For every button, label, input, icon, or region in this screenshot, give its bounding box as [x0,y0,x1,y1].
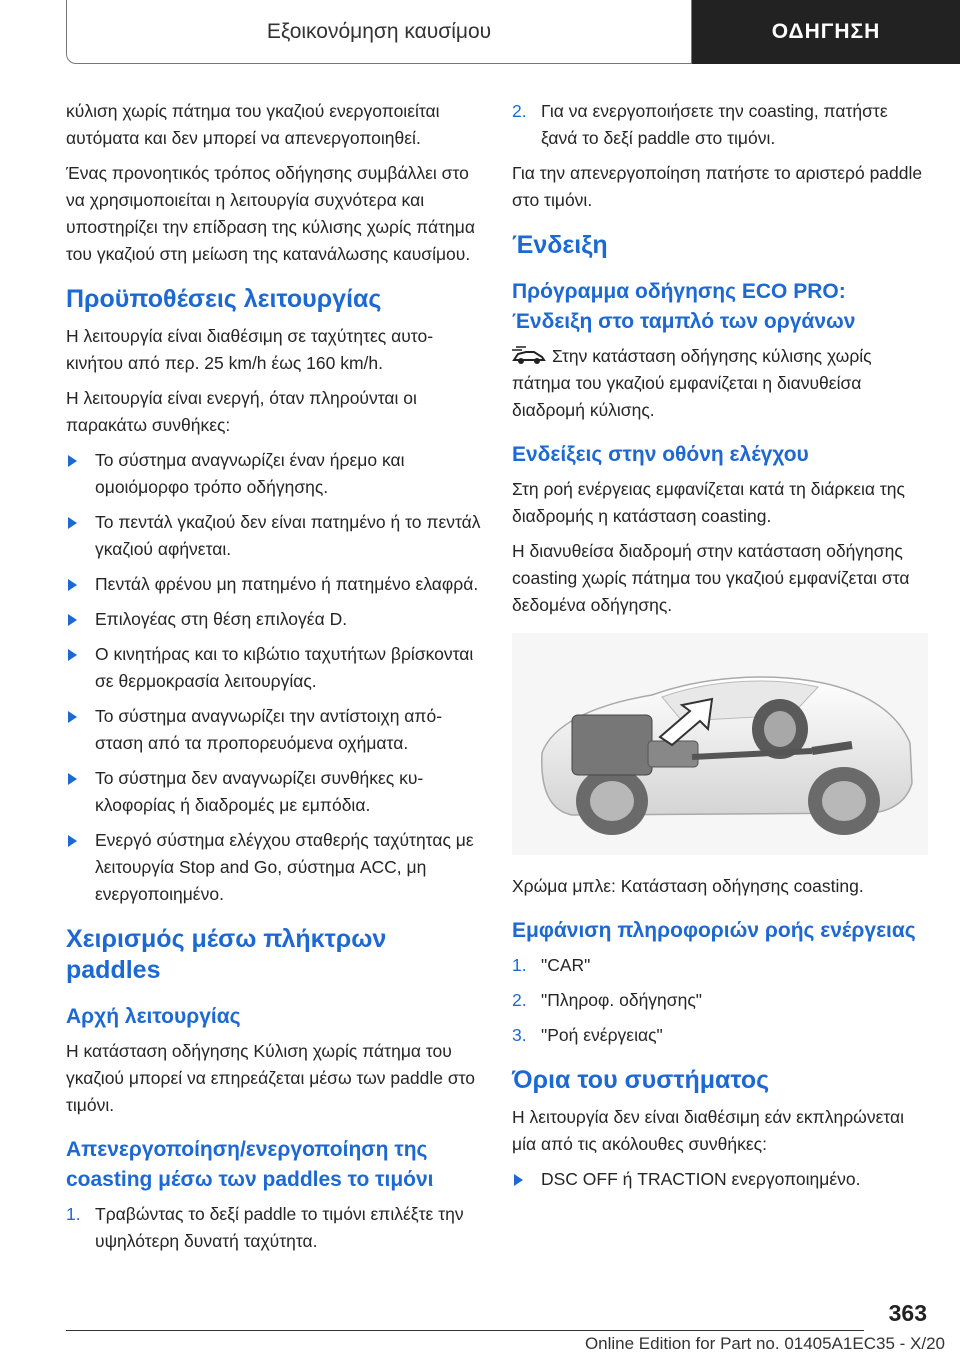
triangle-bullet-icon [68,579,77,591]
page-number: 363 [888,1300,927,1326]
list-item: DSC OFF ή TRACTION ενεργοποιημένο. [512,1166,927,1193]
triangle-bullet-icon [514,1174,523,1186]
chapter-title: ΟΔΗΓΗΣΗ [692,0,960,64]
triangle-bullet-icon [68,835,77,847]
conditions-list [66,447,481,908]
list-item: 1. "CAR" [512,955,591,975]
paragraph: Η λειτουργία είναι ενεργή, όταν πληρούνται οι παρακάτω συνθήκες: [66,388,417,435]
footer-edition: Online Edition for Part no. 01405A1EC35 - X/20 [584,1334,945,1353]
list-item: Ο κινητήρας και το κιβώτιο ταχυτήτων βρίσκονται σε θερμοκρασία λειτουργίας. [66,641,481,695]
list-item: Ενεργό σύστημα ελέγχου σταθερής ταχύτητας με λειτουργία Stop and Go, σύστημα ACC, μη ενεργοποιημένο. [66,827,481,908]
triangle-bullet-icon [68,517,77,529]
list-item: 3. "Ροή ενέργειας" [512,1025,663,1045]
paragraph: Η λειτουργία είναι διαθέσιμη σε ταχύτητες αυτοκινήτου από περ. 25 km/h έως 160 km/h. [66,326,434,373]
paragraph: Στη ροή ενέργειας εμφανίζεται κατά τη διάρκεια της διαδρομής η κατάσταση coasting. [512,479,905,526]
image-caption: Χρώμα μπλε: Κατάσταση οδήγησης coasting. [512,876,864,896]
triangle-bullet-icon [68,773,77,785]
heading-display: Ένδειξη [512,231,608,259]
footer-divider [66,1330,864,1331]
paragraph: κύλιση χωρίς πάτημα του γκαζιού ενεργοποιείται αυτόματα και δεν μπορεί να απενεργοποιηθεί. [66,101,440,148]
steps-list [66,1201,481,1255]
steps-list [512,98,927,152]
list-item: Το σύστημα δεν αναγνωρίζει συνθήκες κυκλοφορίας ή διαδρομές με εμπόδια. [66,765,481,819]
left-column [66,98,481,1263]
paragraph: Η λειτουργία δεν είναι διαθέσιμη εάν εκπληρώνεται μία από τις ακόλουθες συνθήκες: [512,1107,905,1154]
list-item: Επιλογέας στη θέση επιλογέα D. [66,606,481,633]
heading-system-limits: Όρια του συστήματος [512,1066,770,1094]
paragraph: Στην κατάσταση οδήγησης κύλισης χωρίς πάτημα του γκαζιού εμφανίζεται η διανυθείσα διαδρομή κύλισης. [512,346,872,420]
triangle-bullet-icon [68,711,77,723]
menu-path-list [512,952,927,1049]
paragraph: Για την απενεργοποίηση πατήστε το αριστερό paddle στο τιμόνι. [512,163,923,210]
heading-prerequisites: Προϋποθέσεις λειτουργίας [66,285,382,313]
triangle-bullet-icon [68,455,77,467]
paragraph: Η διανυθείσα διαδρομή στην κατάσταση οδήγησης coasting χωρίς πάτημα του γκαζιού εμφανίζεται στα δεδομένα οδήγησης. [512,541,910,615]
coasting-car-icon [512,346,546,366]
triangle-bullet-icon [68,649,77,661]
list-item: 1. Τραβώντας το δεξί paddle το τιμόνι επιλέξτε την υψηλότερη δυνατή ταχύτητα. [66,1204,464,1251]
heading-energy-flow: Εμφάνιση πληροφοριών ροής ενέργειας [512,919,916,942]
section-title: Εξοικονόμηση καυσίμου [66,0,692,64]
heading-paddles: Χειρισμός μέσω πλήκτρων paddles [66,925,387,984]
list-item: Το πεντάλ γκαζιού δεν είναι πατημένο ή το πεντάλ γκαζιού αφήνεται. [66,509,481,563]
paragraph: Η κατάσταση οδήγησης Κύλιση χωρίς πάτημα του γκαζιού μπορεί να επηρεάζεται μέσω των paddle στο τιμόνι. [66,1041,476,1115]
list-item: Το σύστημα αναγνωρίζει έναν ήρεμο και ομοιόμορφο τρόπο οδήγησης. [66,447,481,501]
heading-eco-pro: Πρόγραμμα οδήγησης ECO PRO: Ένδειξη στο ταμπλό των οργάνων [512,280,856,333]
list-item: 2. Για να ενεργοποιήσετε την coasting, πατήστε ξανά το δεξί paddle στο τιμόνι. [512,101,888,148]
heading-control-display: Ενδείξεις στην οθόνη ελέγχου [512,443,809,466]
triangle-bullet-icon [68,614,77,626]
car-drivetrain-image [512,633,928,855]
list-item: 2. "Πληροφ. οδήγησης" [512,990,702,1010]
list-item: Πεντάλ φρένου μη πατημένο ή πατημένο ελαφρά. [66,571,481,598]
heading-principle: Αρχή λειτουργίας [66,1005,241,1028]
paragraph: Ένας προνοητικός τρόπος οδήγησης συμβάλλει στο να χρησιμοποιείται η λειτουργία συχνότερα και υποστηρίζει την επίδραση της κύλισης χωρίς πάτημα του γκαζιού στη μείωση της κατανάλωσης καυσίμου. [66,163,475,264]
list-item: Το σύστημα αναγνωρίζει την αντίστοιχη απόσταση από τα προπορευόμενα οχήματα. [66,703,481,757]
heading-toggle-coasting: Απενεργοποίηση/ενεργοποίηση της coasting μέσω των paddles το τιμόνι [66,1138,434,1191]
right-column [512,98,927,1201]
limits-list [512,1166,927,1193]
page-header [66,0,960,64]
